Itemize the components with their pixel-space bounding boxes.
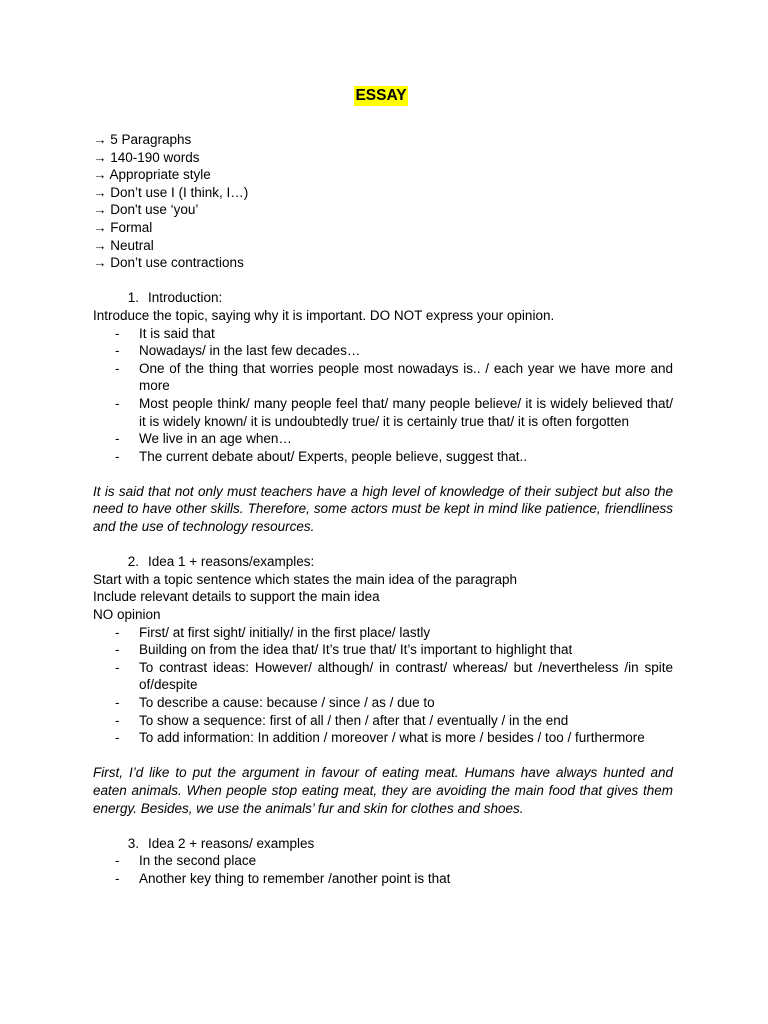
bullet-dash: - — [115, 642, 120, 658]
list-item-text: Another key thing to remember /another point is that — [139, 870, 451, 886]
list-item — [93, 641, 673, 659]
bullet-dash: - — [115, 730, 120, 746]
list-item — [93, 729, 673, 747]
bullet-dash: - — [115, 360, 120, 376]
section-number: 3. — [127, 835, 139, 851]
requirement-item: → Formal — [93, 219, 153, 235]
list-item — [93, 852, 673, 870]
list-item — [93, 430, 673, 448]
requirement-item: → Appropriate style — [93, 167, 211, 183]
list-item — [93, 325, 673, 343]
requirement-item: → 5 Paragraphs — [93, 132, 192, 147]
section-note: Introduce the topic, saying why it is important. DO NOT express your opinion. — [93, 307, 555, 323]
list-item-text: It is said that — [139, 325, 215, 341]
title-wrapper — [89, 86, 673, 108]
list-item — [93, 694, 673, 712]
requirements-list — [93, 131, 673, 272]
section-idea-2 — [93, 835, 673, 888]
list-item — [93, 395, 673, 430]
section-number: 1. — [127, 290, 139, 306]
example-paragraph: First, I’d like to put the argument in favour of eating meat. Humans have always hunted and eaten animals. When people stop eating meat, they are avoiding the main food that gives them energy. Besides, we use the animals’ fur and skin for clothes and shoes. — [93, 765, 673, 816]
list-item-text: We live in an age when… — [139, 431, 292, 447]
bullet-dash: - — [115, 431, 120, 447]
section-note: Include relevant details to support the main idea — [93, 589, 380, 605]
bullet-dash: - — [115, 325, 120, 341]
list-item — [93, 659, 673, 694]
section-note: Start with a topic sentence which states the main idea of the paragraph — [93, 571, 517, 587]
bullet-dash: - — [115, 712, 120, 728]
section-note: NO opinion — [93, 607, 161, 623]
list-item-text: Nowadays/ in the last few decades… — [139, 343, 361, 359]
section-heading — [93, 289, 673, 307]
section-title: Idea 2 + reasons/ examples — [148, 835, 315, 851]
bullet-dash: - — [115, 659, 120, 675]
section-title: Introduction: — [148, 290, 223, 306]
example-paragraph: It is said that not only must teachers have a high level of knowledge of their subject but also the need to have other skills. Therefore, some actors must be kept in mind like patience, friendliness and the use of technology resources. — [93, 483, 673, 535]
list-item-text: To describe a cause: because / since / as / due to — [139, 695, 435, 710]
bullet-dash: - — [115, 448, 120, 464]
section-idea-1 — [93, 553, 673, 817]
section-title: Idea 1 + reasons/examples: — [148, 554, 315, 570]
essay-title: ESSAY — [355, 87, 407, 104]
list-item-text: One of the thing that worries people most nowadays is.. / each year we have more and more — [139, 360, 673, 394]
bullet-dash: - — [115, 870, 120, 886]
requirement-item: → Don't use ‘you’ — [93, 202, 199, 218]
list-item-text: Building on from the idea that/ It’s true that/ It’s important to highlight that — [139, 642, 573, 658]
list-item — [93, 342, 673, 360]
requirement-item: → Don’t use contractions — [93, 255, 244, 271]
bullet-dash: - — [115, 343, 120, 359]
section-number: 2. — [127, 554, 139, 570]
list-item — [93, 712, 673, 730]
list-item — [93, 448, 673, 466]
list-item-text: Most people think/ many people feel that/ many people believe/ it is widely believed that/ it is widely known/ it is undoubtedly true/ it is certainly true that/ it is often forgotten — [139, 395, 673, 429]
bullet-dash: - — [115, 395, 120, 411]
list-item-text: The current debate about/ Experts, people believe, suggest that.. — [139, 448, 527, 464]
list-item — [93, 624, 673, 642]
bullet-dash: - — [115, 853, 120, 869]
bullet-dash: - — [115, 695, 120, 710]
list-item — [93, 870, 673, 888]
requirement-item: → Don’t use I (I think, I…) — [93, 184, 249, 200]
requirement-item: → Neutral — [93, 237, 154, 253]
section-heading — [93, 553, 673, 571]
list-item-text: First/ at first sight/ initially/ in the first place/ lastly — [139, 624, 431, 640]
list-item-text: In the second place — [139, 853, 257, 869]
list-item-text: To show a sequence: first of all / then / after that / eventually / in the end — [139, 712, 569, 728]
list-item-text: To add information: In addition / moreover / what is more / besides / too / furthermore — [139, 730, 645, 746]
bullet-dash: - — [115, 624, 120, 640]
requirement-item: → 140-190 words — [93, 149, 200, 165]
section-introduction — [93, 289, 673, 535]
section-heading — [93, 835, 673, 853]
document-content — [93, 86, 673, 888]
list-item — [93, 360, 673, 395]
list-item-text: To contrast ideas: However/ although/ in contrast/ whereas/ but /nevertheless /in spite of/despite — [139, 659, 673, 693]
